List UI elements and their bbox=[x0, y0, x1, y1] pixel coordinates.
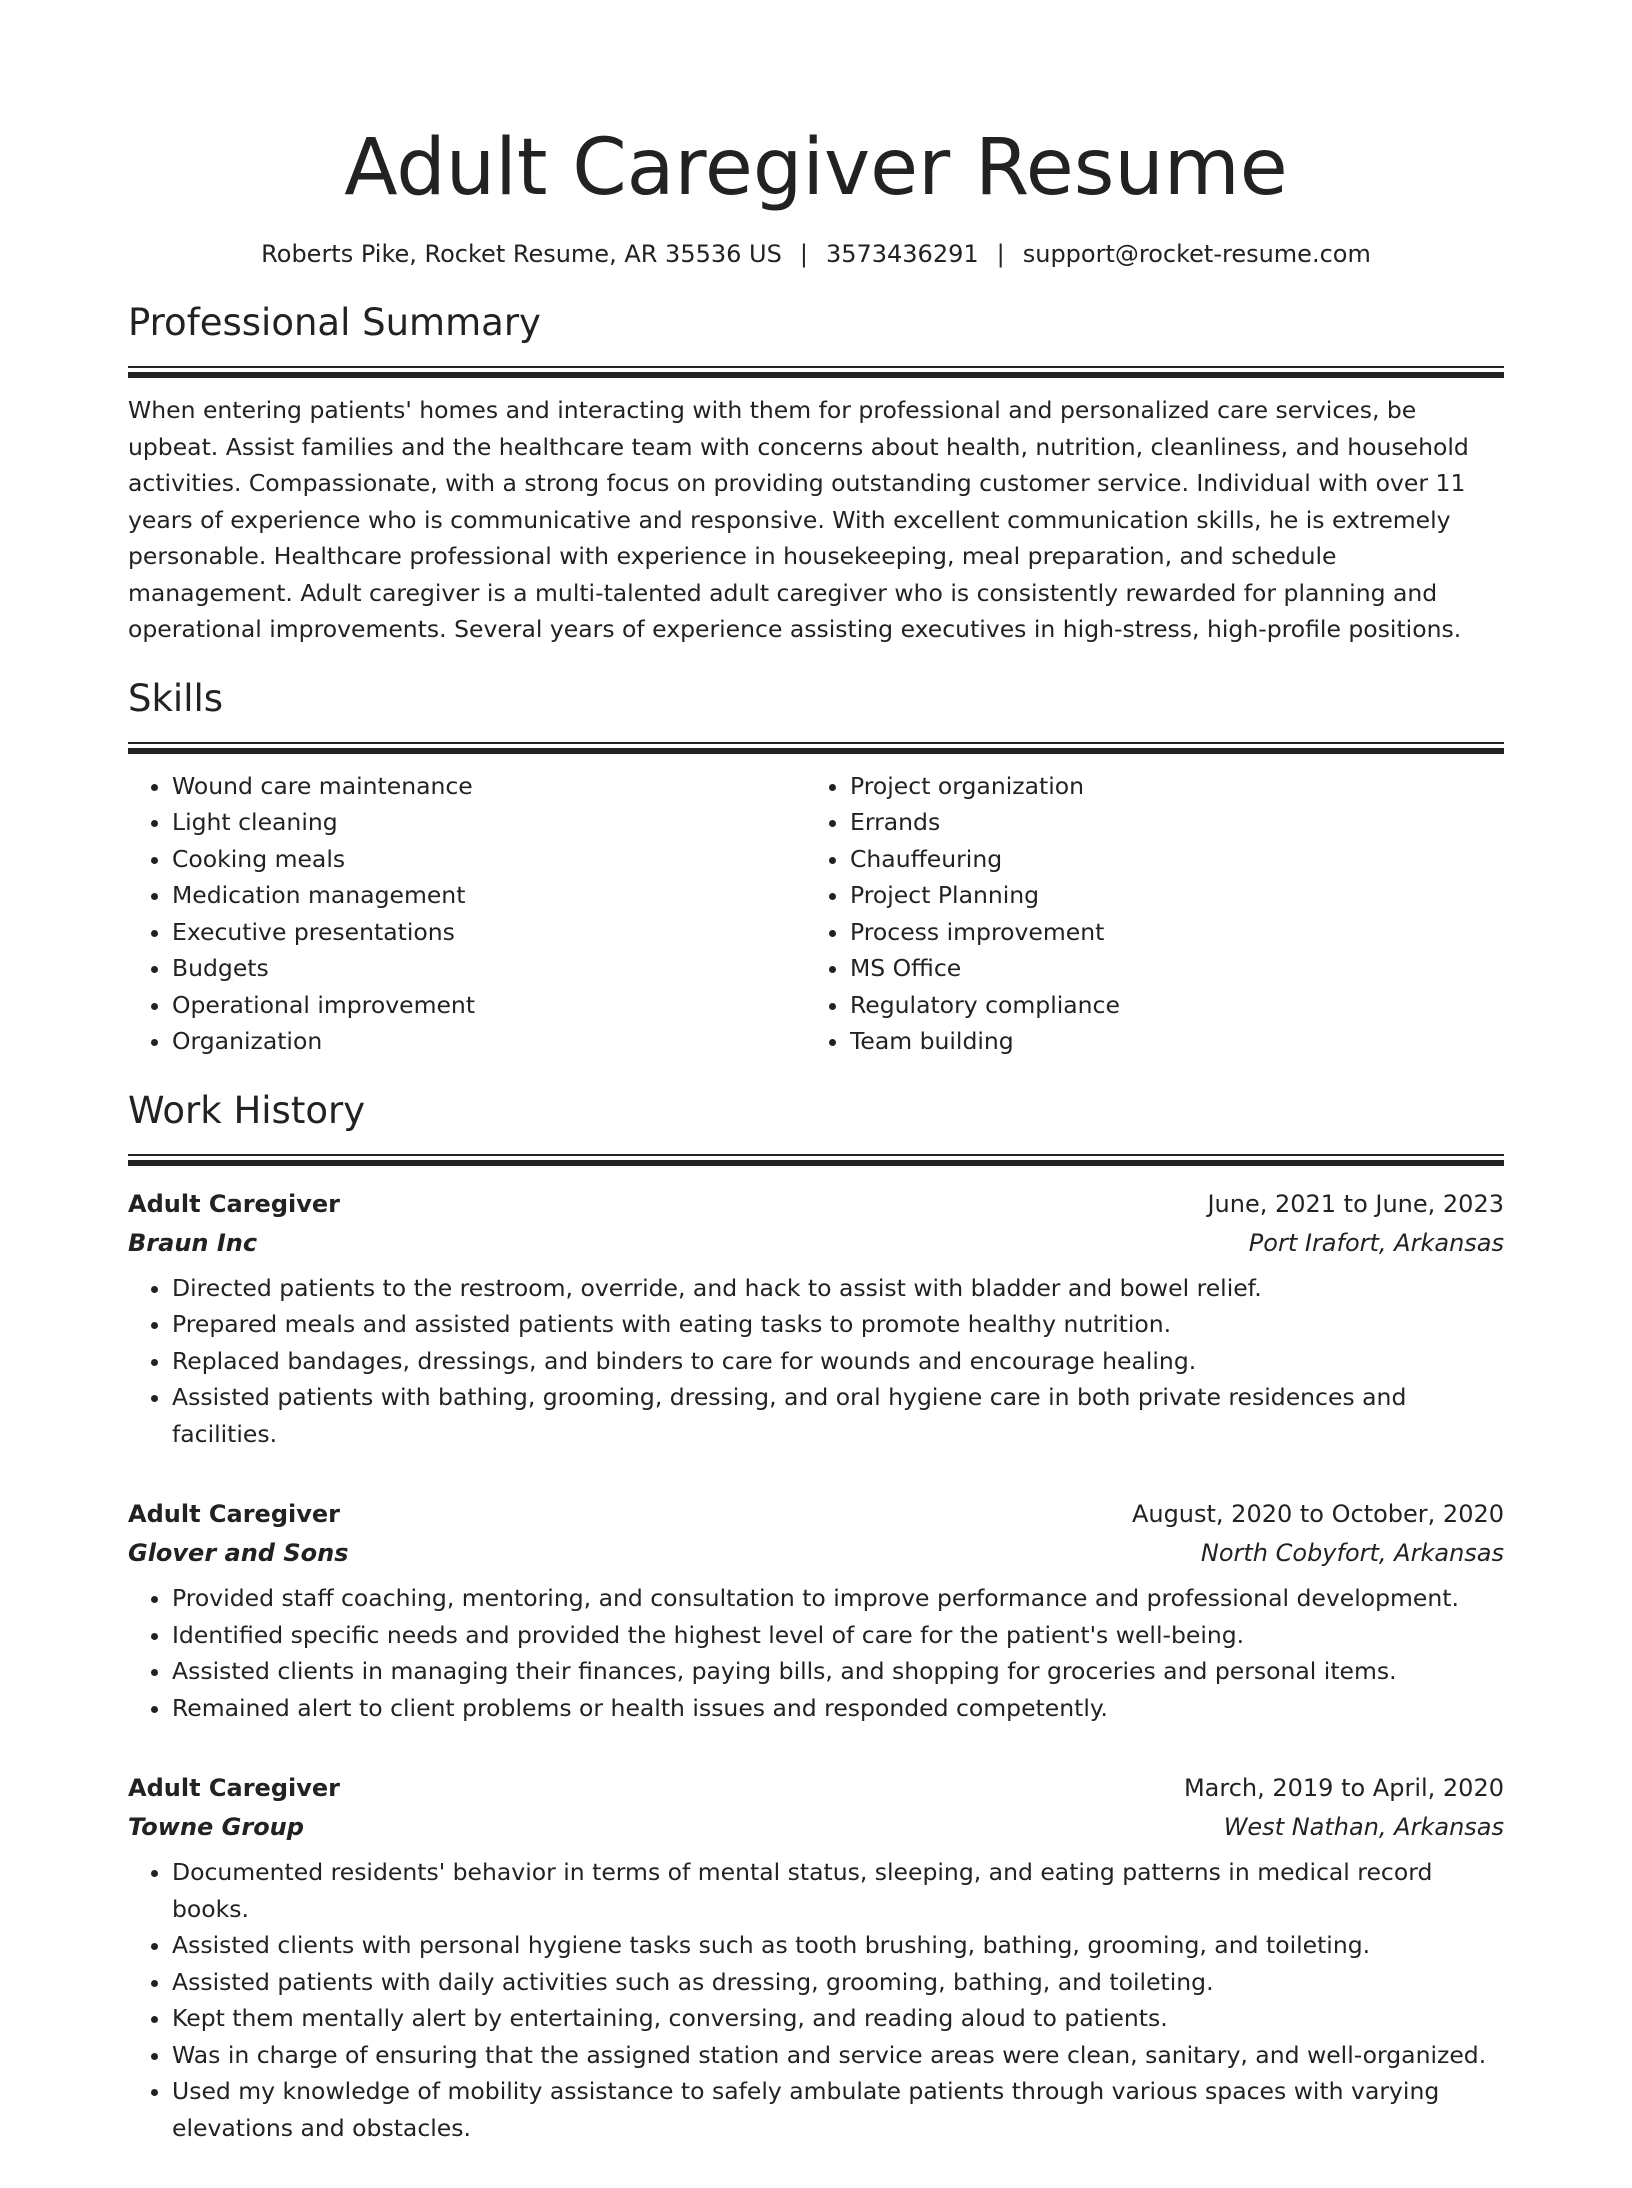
section-heading-summary: Professional Summary bbox=[128, 301, 541, 344]
job-title: Adult Caregiver bbox=[128, 1500, 340, 1528]
job-subheader bbox=[128, 1534, 1504, 1572]
skills-list-left bbox=[128, 768, 806, 1060]
contact-email: support@rocket-resume.com bbox=[1022, 240, 1371, 268]
job-duties bbox=[128, 1270, 1504, 1453]
duty-item: • Assisted clients in managing their finances, paying bills, and shopping for groceries and personal items. bbox=[172, 1653, 1504, 1690]
contact-separator: | bbox=[996, 240, 1005, 268]
skill-item: • Errands bbox=[850, 804, 1484, 841]
section-divider bbox=[128, 1154, 1504, 1166]
duty-item: • Assisted patients with bathing, grooming, dressing, and oral hygiene care in both private residences and facilities. bbox=[172, 1379, 1504, 1452]
skill-item: • Executive presentations bbox=[172, 914, 806, 951]
skill-item: • Operational improvement bbox=[172, 987, 806, 1024]
professional-summary-section bbox=[128, 298, 1504, 648]
resume-title: Adult Caregiver Resume bbox=[344, 123, 1288, 213]
duty-item: • Assisted clients with personal hygiene tasks such as tooth brushing, bathing, grooming, and toileting. bbox=[172, 1927, 1504, 1964]
job-company: Glover and Sons bbox=[128, 1539, 349, 1567]
job-location: North Cobyfort, Arkansas bbox=[1200, 1539, 1504, 1567]
skills-columns bbox=[128, 768, 1504, 1060]
skill-item: • Project organization bbox=[850, 768, 1484, 805]
skill-item: • Regulatory compliance bbox=[850, 987, 1484, 1024]
job-location: West Nathan, Arkansas bbox=[1223, 1813, 1504, 1841]
skill-item: • MS Office bbox=[850, 950, 1484, 987]
job-title: Adult Caregiver bbox=[128, 1189, 340, 1218]
job-dates: June, 2021 to June, 2023 bbox=[1207, 1189, 1504, 1218]
section-divider bbox=[128, 366, 1504, 378]
section-divider bbox=[128, 742, 1504, 754]
duty-item: • Assisted patients with daily activities such as dressing, grooming, bathing, and toileting. bbox=[172, 1964, 1504, 2001]
summary-text: When entering patients' homes and interacting with them for professional and personalized care services, be upbeat. Assist families and the healthcare team with concerns about health, nutrition, cleanliness, and household activities. Compassionate, with a strong focus on providing outstanding customer service. Individual with over 11 years of experience who is communicative and responsive. With excellent communication skills, he is extremely personable. Healthcare professional with experience in housekeeping, meal preparation, and schedule management. Adult caregiver is a multi-talented adult caregiver who is consistently rewarded for planning and operational improvements. Several years of experience assisting executives in high-stress, high-profile positions. bbox=[128, 396, 1469, 643]
duty-item: • Remained alert to client problems or health issues and responded competently. bbox=[172, 1690, 1504, 1727]
job-header bbox=[128, 1184, 1504, 1224]
duty-item: • Identified specific needs and provided the highest level of care for the patient's well-being. bbox=[172, 1617, 1504, 1654]
section-heading-skills: Skills bbox=[128, 676, 224, 720]
job-entry bbox=[128, 1768, 1504, 2146]
skill-item: • Process improvement bbox=[850, 914, 1484, 951]
contact-line bbox=[128, 236, 1504, 272]
duty-item: • Kept them mentally alert by entertaining, conversing, and reading aloud to patients. bbox=[172, 2000, 1504, 2037]
work-history-section bbox=[128, 1086, 1504, 2147]
job-company: Towne Group bbox=[128, 1813, 304, 1841]
job-title: Adult Caregiver bbox=[128, 1774, 340, 1802]
job-subheader bbox=[128, 1224, 1504, 1262]
job-header bbox=[128, 1768, 1504, 1808]
job-location: Port Irafort, Arkansas bbox=[1248, 1228, 1504, 1257]
contact-phone: 3573436291 bbox=[825, 240, 979, 268]
contact-address: Roberts Pike, Rocket Resume, AR 35536 US bbox=[261, 240, 782, 268]
duty-item: • Provided staff coaching, mentoring, and consultation to improve performance and professional development. bbox=[172, 1580, 1504, 1617]
skill-item: • Organization bbox=[172, 1023, 806, 1060]
duty-item: • Prepared meals and assisted patients with eating tasks to promote healthy nutrition. bbox=[172, 1306, 1504, 1343]
job-duties bbox=[128, 1580, 1504, 1726]
duty-item: • Directed patients to the restroom, override, and hack to assist with bladder and bowel relief. bbox=[172, 1270, 1504, 1307]
section-heading-work-history: Work History bbox=[128, 1088, 366, 1132]
job-dates: August, 2020 to October, 2020 bbox=[1131, 1500, 1504, 1528]
job-company: Braun Inc bbox=[128, 1228, 258, 1257]
skills-section bbox=[128, 674, 1504, 1060]
skill-item: • Light cleaning bbox=[172, 804, 806, 841]
contact-separator: | bbox=[799, 240, 808, 268]
duty-item: • Used my knowledge of mobility assistance to safely ambulate patients through various spaces with varying elevations and obstacles. bbox=[172, 2073, 1504, 2146]
skill-item: • Cooking meals bbox=[172, 841, 806, 878]
job-duties bbox=[128, 1854, 1504, 2146]
job-entry bbox=[128, 1184, 1504, 1453]
skill-item: • Chauffeuring bbox=[850, 841, 1484, 878]
duty-item: • Was in charge of ensuring that the assigned station and service areas were clean, sanitary, and well-organized. bbox=[172, 2037, 1504, 2074]
job-header bbox=[128, 1494, 1504, 1534]
duty-item: • Documented residents' behavior in terms of mental status, sleeping, and eating patterns in medical record books. bbox=[172, 1854, 1504, 1927]
skill-item: • Medication management bbox=[172, 877, 806, 914]
job-subheader bbox=[128, 1808, 1504, 1846]
duty-item: • Replaced bandages, dressings, and binders to care for wounds and encourage healing. bbox=[172, 1343, 1504, 1380]
skill-item: • Team building bbox=[850, 1023, 1484, 1060]
job-dates: March, 2019 to April, 2020 bbox=[1183, 1774, 1504, 1802]
skill-item: • Wound care maintenance bbox=[172, 768, 806, 805]
skill-item: • Budgets bbox=[172, 950, 806, 987]
job-entry bbox=[128, 1494, 1504, 1726]
resume-page bbox=[128, 118, 1504, 2188]
skill-item: • Project Planning bbox=[850, 877, 1484, 914]
skills-list-right bbox=[806, 768, 1484, 1060]
